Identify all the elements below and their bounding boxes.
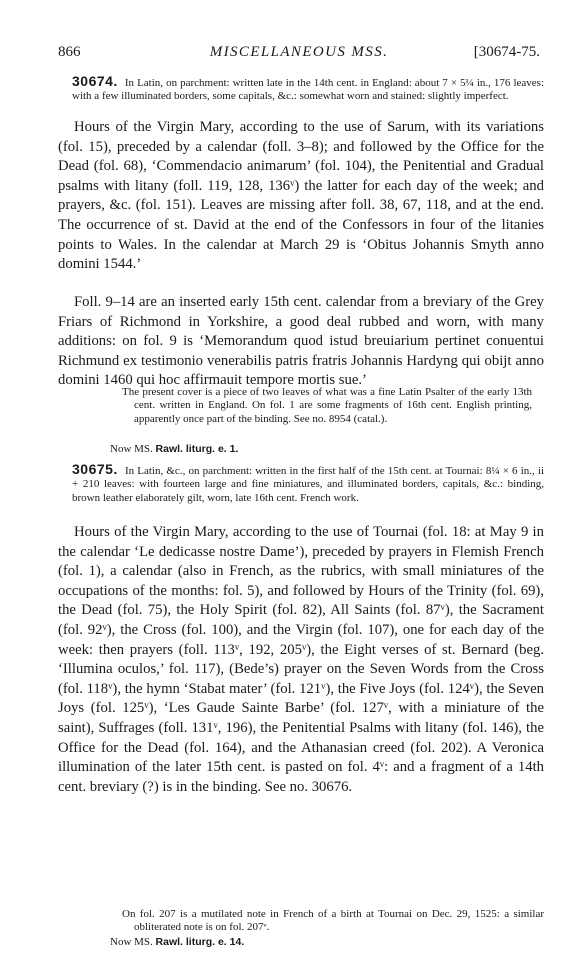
running-title: MISCELLANEOUS MSS.	[209, 44, 389, 60]
page-number: 866	[58, 44, 81, 60]
note-text: On fol. 207 is a mutilated note in French of a birth at Tournai on Dec. 29, 1525: a similar obliterated note is on fol. 207ᵛ.	[122, 908, 544, 934]
entry-30674-note	[122, 386, 532, 426]
shelfmark-prefix: Now MS.	[110, 936, 153, 948]
entry-30675-shelfmark	[110, 936, 244, 949]
running-header	[58, 44, 540, 64]
entry-30675-heading	[72, 463, 544, 505]
shelfmark-prefix: Now MS.	[110, 443, 153, 455]
entry-number: 30674.	[72, 73, 118, 89]
entry-range: [30674-75.	[473, 44, 540, 60]
entry-number: 30675.	[72, 461, 118, 477]
shelfmark-value: Rawl. liturg. e. 1.	[155, 443, 239, 455]
note-text: The present cover is a piece of two leaves of what was a fine Latin Psalter of the early 13th cent. written in England. On fol. 1 are some fragments of 16th cent. English printing, apparently once part of the binding. See no. 8954 (catal.).	[122, 386, 532, 425]
entry-30674-paragraph-2: Foll. 9–14 are an inserted early 15th cent. calendar from a breviary of the Grey Friars of Richmond in Yorkshire, a good deal rubbed and worn, with many additions: on fol. 9 is ‘Memorandum quod istud breuiarium pertinet conuentui Richmund ex testimonio venerabilis patris fratris Johannis Hardyng qui obijt anno domini 1460 qui hoc affirmauit tempore mortis sue.’	[58, 294, 544, 389]
entry-30675-note	[122, 908, 544, 935]
entry-30674-heading	[72, 75, 544, 104]
entry-30674-paragraph-1: Hours of the Virgin Mary, according to the use of Sarum, with its variations (fol. 15), preceded by a calendar (foll. 3–8); and followed by the Office for the Dead (fol. 68), ‘Commendacio animarum’ (fol. 104), the Penitential and Gradual psalms with litany (foll. 119, 128, 136ᵛ) the latter for each day of the week; and prayers, &c. (fol. 151). Leaves are missing after foll. 38, 67, 118, and at the end. The occurrence of st. David at the end of the Confessors in four of the litanies points to Wales. In the calendar at March 29 is ‘Obitus Johannis Smyth anno domini 1544.’	[58, 119, 544, 273]
entry-description: In Latin, on parchment: written late in the 14th cent. in England: about 7 × 5¼ in., 176 leaves: with a few illuminated borders, some capitals, &c.: somewhat worn and stained: slightly imperfect.	[72, 77, 545, 103]
shelfmark-value: Rawl. liturg. e. 14.	[155, 936, 245, 948]
entry-30674-shelfmark	[110, 443, 238, 456]
entry-30675-paragraph-1: Hours of the Virgin Mary, according to the use of Tournai (fol. 18: at May 9 in the calendar ‘Le dedicasse nostre Dame’), preceded by prayers in Flemish French (fol. 1), a calendar (also in French, as the rubrics, with small miniatures of the occupations of the months: fol. 5), and followed by Hours of the Trinity (fol. 69), the Dead (fol. 75), the Holy Spirit (fol. 82), All Saints (fol. 87ᵛ), the Sacrament (fol. 92ᵛ), the Cross (fol. 100), and the Virgin (fol. 107), one for each day of the week: then prayers (foll. 113ᵛ, 192, 205ᵛ), the Eight verses of st. Bernard (beg. ‘Illumina oculos,’ fol. 117), (Bede’s) prayer on the Seven Words from the Cross (fol. 118ᵛ), the hymn ‘Stabat mater’ (fol. 121ᵛ), the Five Joys (fol. 124ᵛ), the Seven Joys (fol. 125ᵛ), ‘Les Gaude Sainte Barbe’ (fol. 127ᵛ, with a miniature of the saint), Suffrages (foll. 131ᵛ, 196), the Penitential Psalms with litany (fol. 146), the Office for the Dead (fol. 164), and the Athanasian creed (fol. 202). A Veronica illumination of the later 15th cent. is pasted on fol. 4ᵛ: and a fragment of a 14th cent. breviary (?) is in the binding. See no. 30676.	[58, 524, 544, 795]
entry-description: In Latin, &c., on parchment: written in the first half of the 15th cent. at Tournai: 8¼ × 6 in., ii + 210 leaves: with fourteen large and fine miniatures, and illuminated borders, capitals, &c.: binding, brown leather elaborately gilt, worn, late 16th cent. French work.	[72, 465, 544, 504]
